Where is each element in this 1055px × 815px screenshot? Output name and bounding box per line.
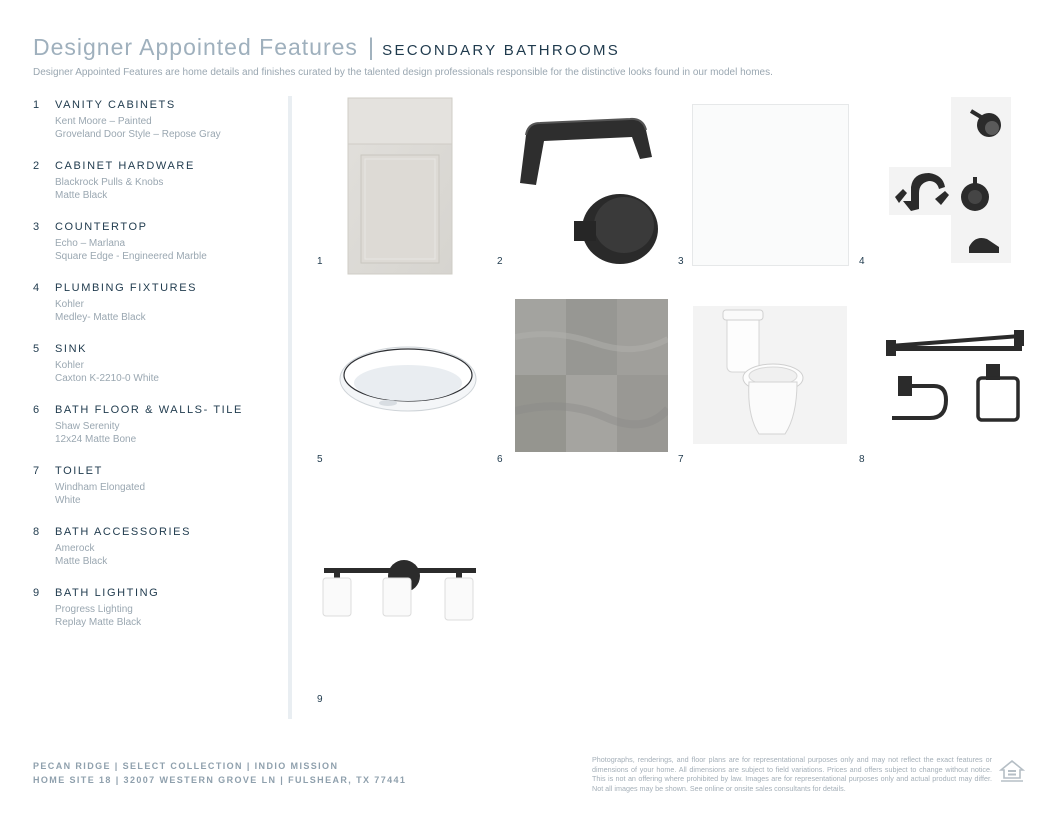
footer-line-community: PECAN RIDGE | SELECT COLLECTION | INDIO MISSION: [33, 761, 339, 771]
spec-number: 2: [33, 160, 41, 172]
spec-number: 3: [33, 221, 41, 233]
grid-number: 9: [317, 694, 323, 705]
spec-line: Echo – Marlana: [55, 238, 126, 249]
spec-item: [33, 282, 283, 324]
footer-line-address: HOME SITE 18 | 32007 WESTERN GROVE LN | FULSHEAR, TX 77441: [33, 775, 407, 785]
equal-housing-opportunity-icon: [999, 758, 1025, 784]
column-divider: [288, 96, 292, 719]
spec-title: BATH LIGHTING: [55, 587, 160, 599]
spec-line: Kohler: [55, 360, 84, 371]
spec-item: [33, 404, 283, 446]
grid-number: 6: [497, 454, 503, 465]
bath-accessories-image: [884, 326, 1026, 426]
spec-title: CABINET HARDWARE: [55, 160, 195, 172]
footer-legal-disclaimer: Photographs, renderings, and floor plans are for representational purposes only and may not reflect the exact features or dimensions of your home. All dimensions are subject to field variations. Prices and offers subject to change without notice. This is not an offering where prohibited by law. Images are for representational purposes only and actual product may differ. Not all images may be shown. See online or onsite sales consultants for details.: [592, 755, 992, 793]
spec-line: Shaw Serenity: [55, 421, 120, 432]
spec-line: Kent Moore – Painted: [55, 116, 152, 127]
spec-item: [33, 587, 283, 629]
spec-line: Kohler: [55, 299, 84, 310]
spec-number: 5: [33, 343, 41, 355]
spec-title: BATH FLOOR & WALLS- TILE: [55, 404, 243, 416]
spec-line: Square Edge - Engineered Marble: [55, 251, 207, 262]
plumbing-fixtures-image: [889, 97, 1013, 264]
spec-title: SINK: [55, 343, 88, 355]
spec-item: [33, 99, 283, 141]
grid-number: 5: [317, 454, 323, 465]
title-separator: |: [367, 34, 375, 61]
spec-line: Progress Lighting: [55, 604, 133, 615]
spec-number: 8: [33, 526, 41, 538]
title-row: [33, 34, 1023, 62]
spec-line: Groveland Door Style – Repose Gray: [55, 129, 221, 140]
spec-list: [33, 99, 283, 648]
spec-line: Medley- Matte Black: [55, 312, 146, 323]
spec-title: COUNTERTOP: [55, 221, 148, 233]
spec-item: [33, 221, 283, 263]
spec-number: 4: [33, 282, 41, 294]
spec-title: BATH ACCESSORIES: [55, 526, 192, 538]
toilet-image: [693, 306, 847, 444]
spec-line: Matte Black: [55, 190, 108, 201]
grid-number: 4: [859, 256, 865, 267]
spec-item: [33, 526, 283, 568]
section-title: SECONDARY BATHROOMS: [382, 42, 621, 59]
cabinet-hardware-image: [512, 113, 658, 268]
header: [33, 34, 1023, 78]
bath-lighting-image: [320, 558, 480, 624]
spec-number: 6: [33, 404, 41, 416]
spec-line: Replay Matte Black: [55, 617, 142, 628]
grid-number: 2: [497, 256, 503, 267]
spec-line: Windham Elongated: [55, 482, 146, 493]
spec-number: 7: [33, 465, 41, 477]
page-subtitle: Designer Appointed Features are home details and finishes curated by the talented design professionals responsible for the distinctive looks found in our model homes.: [33, 67, 773, 78]
spec-number: 1: [33, 99, 41, 111]
spec-line: Matte Black: [55, 556, 108, 567]
spec-item: [33, 465, 283, 507]
spec-line: Blackrock Pulls & Knobs: [55, 177, 164, 188]
spec-line: Caxton K-2210-0 White: [55, 373, 159, 384]
grid-number: 3: [678, 256, 684, 267]
vanity-cabinet-image: [347, 97, 453, 275]
spec-line: Amerock: [55, 543, 95, 554]
sink-image: [338, 345, 478, 413]
countertop-swatch: [692, 104, 849, 266]
footer-community: [33, 759, 406, 787]
spec-number: 9: [33, 587, 41, 599]
floor-tile-swatch: [515, 299, 668, 452]
spec-item: [33, 343, 283, 385]
page-title: Designer Appointed Features: [33, 34, 358, 60]
grid-number: 8: [859, 454, 865, 465]
grid-number: 7: [678, 454, 684, 465]
spec-title: PLUMBING FIXTURES: [55, 282, 198, 294]
spec-item: [33, 160, 283, 202]
grid-number: 1: [317, 256, 323, 267]
spec-line: White: [55, 495, 81, 506]
spec-title: VANITY CABINETS: [55, 99, 176, 111]
spec-title: TOILET: [55, 465, 103, 477]
spec-line: 12x24 Matte Bone: [55, 434, 137, 445]
